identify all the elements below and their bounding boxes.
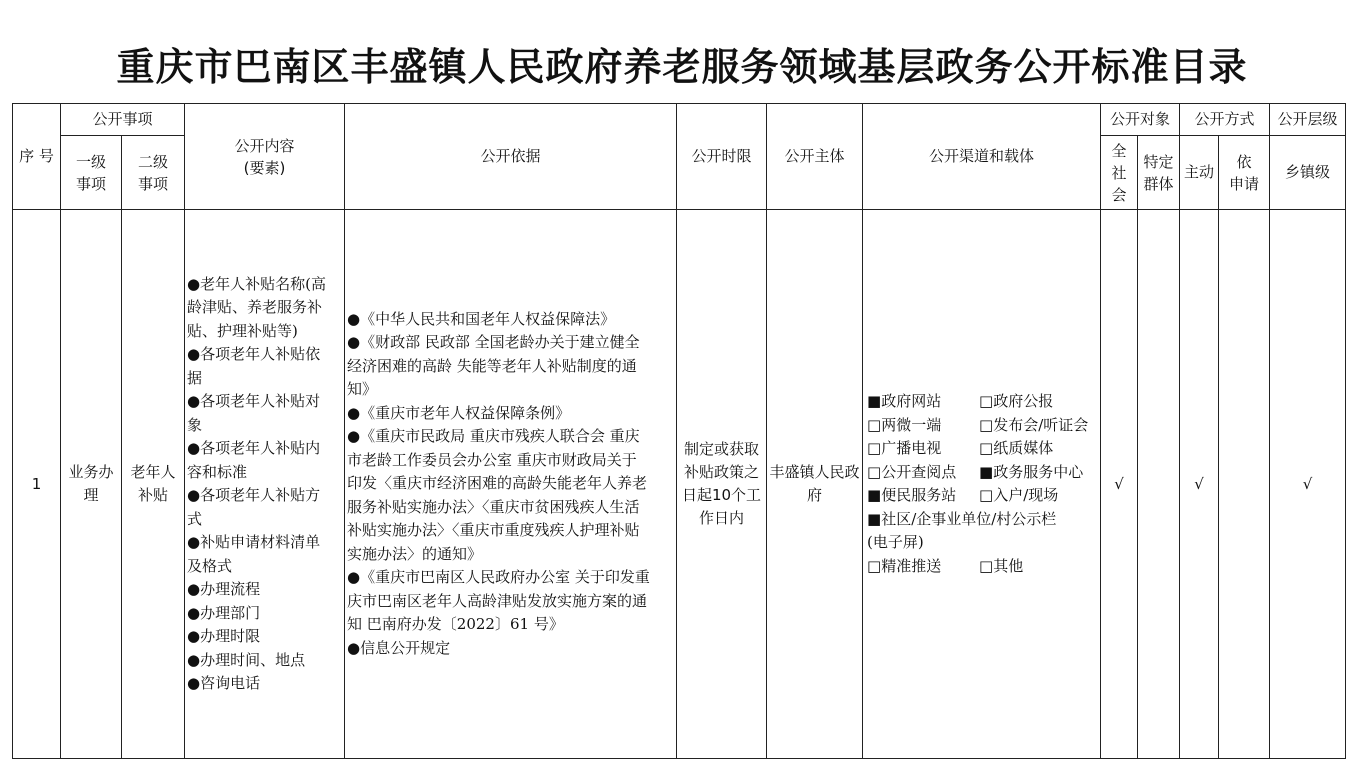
basis-line: 经济困难的高龄 失能等老年人补贴制度的通: [347, 356, 637, 375]
basis-line: ●《财政部 民政部 全国老龄办关于建立健全: [347, 333, 640, 352]
content-line: ●办理时限: [187, 627, 261, 646]
channels-grid: [865, 390, 1098, 578]
channel-press-hearing: □发布会/听证会: [979, 415, 1089, 434]
channel-convenience-station: ■便民服务站: [867, 486, 957, 505]
channel-broadcast-tv: □广播电视: [867, 439, 942, 458]
header-tier-town: 乡镇级: [1270, 136, 1346, 210]
header-row-1: [13, 104, 1346, 136]
channel-precise-push: □精准推送: [867, 556, 942, 575]
cell-target-specific: [1138, 210, 1180, 759]
cell-subject: 丰盛镇人民政府: [767, 210, 863, 759]
page-title: 重庆市巴南区丰盛镇人民政府养老服务领域基层政务公开标准目录: [116, 45, 1248, 89]
header-target: 公开对象: [1101, 104, 1180, 136]
header-level1: [61, 136, 122, 210]
table-row: [13, 210, 1346, 759]
basis-line: 实施办法〉的通知》: [347, 544, 483, 563]
header-method-apply: [1219, 136, 1270, 210]
cell-basis: [345, 210, 677, 759]
content-line: 及格式: [187, 556, 233, 575]
channel-public-reading: □公开查阅点: [867, 462, 957, 481]
header-level1-line1: 一级: [75, 152, 106, 171]
cell-method-apply: [1219, 210, 1270, 759]
header-method-apply-2: 申请: [1229, 174, 1260, 193]
catalog-table: [12, 103, 1346, 759]
cell-target-all-check: √: [1101, 210, 1138, 759]
header-matter: 公开事项: [61, 104, 185, 136]
content-line: ●老年人补贴名称(高: [187, 274, 326, 293]
header-subject: 公开主体: [767, 104, 863, 210]
cell-seq: 1: [13, 210, 61, 759]
header-time-limit: 公开时限: [677, 104, 767, 210]
content-line: 容和标准: [187, 462, 248, 481]
content-line: ●各项老年人补贴对: [187, 392, 321, 411]
content-line: 贴、护理补贴等): [187, 321, 298, 340]
basis-line: 补贴实施办法〉〈重庆市重度残疾人护理补贴: [347, 521, 640, 540]
content-line: ●各项老年人补贴依: [187, 345, 321, 364]
header-target-all-3: 会: [1111, 185, 1127, 204]
header-level2-line1: 二级: [138, 152, 169, 171]
basis-line: 市老龄工作委员会办公室 重庆市财政局关于: [347, 450, 637, 469]
header-target-all-1: 全: [1111, 141, 1127, 160]
basis-line: 庆市巴南区老年人高龄津贴发放实施方案的通: [347, 591, 648, 610]
content-line: 象: [187, 415, 203, 434]
header-target-all-2: 社: [1111, 163, 1127, 182]
content-line: 据: [187, 368, 203, 387]
header-level1-line2: 事项: [75, 174, 106, 193]
header-method-apply-1: 依: [1236, 152, 1252, 171]
basis-line: 知 巴南府办发〔2022〕61 号》: [347, 615, 564, 634]
channel-gov-website: ■政府网站: [867, 392, 942, 411]
channel-bulletin: ■社区/企事业单位/村公示栏: [867, 509, 1057, 528]
cell-time-limit: 制定或获取补贴政策之日起10个工作日内: [677, 210, 767, 759]
content-line: ●办理时间、地点: [187, 650, 306, 669]
header-target-specific-2: 群体: [1143, 174, 1174, 193]
content-line: ●办理流程: [187, 580, 261, 599]
header-channels: 公开渠道和载体: [863, 104, 1101, 210]
channel-paper-media: □纸质媒体: [979, 439, 1054, 458]
basis-line: ●信息公开规定: [347, 638, 451, 657]
header-method: 公开方式: [1180, 104, 1270, 136]
content-line: 式: [187, 509, 203, 528]
channel-two-micro: □两微一端: [867, 415, 942, 434]
content-line: ●补贴申请材料清单: [187, 533, 321, 552]
header-target-specific: [1138, 136, 1180, 210]
header-content-line2: (要素): [243, 158, 286, 177]
header-content: [185, 104, 345, 210]
cell-channels: [863, 210, 1101, 759]
channel-gov-gazette: □政府公报: [979, 392, 1054, 411]
basis-line: ●《中华人民共和国老年人权益保障法》: [347, 309, 616, 328]
cell-level1: 业务办理: [61, 210, 122, 759]
basis-line: ●《重庆市老年人权益保障条例》: [347, 403, 571, 422]
header-level2-line2: 事项: [138, 174, 169, 193]
content-line: ●办理部门: [187, 603, 261, 622]
channel-household-site: □入户/现场: [979, 486, 1059, 505]
header-seq: 序 号: [13, 104, 61, 210]
basis-line: ●《重庆市巴南区人民政府办公室 关于印发重: [347, 568, 650, 587]
basis-line: ●《重庆市民政局 重庆市残疾人联合会 重庆: [347, 427, 640, 446]
content-line: 龄津贴、养老服务补: [187, 298, 323, 317]
cell-level2: 老年人补贴: [122, 210, 185, 759]
cell-method-active-check: √: [1180, 210, 1219, 759]
cell-content: [185, 210, 345, 759]
header-target-specific-1: 特定: [1143, 152, 1174, 171]
header-content-line1: 公开内容: [234, 136, 295, 155]
header-level2: [122, 136, 185, 210]
header-tier: 公开层级: [1270, 104, 1346, 136]
basis-line: 知》: [347, 380, 378, 399]
basis-line: 服务补贴实施办法〉〈重庆市贫困残疾人生活: [347, 497, 640, 516]
header-method-active: 主动: [1180, 136, 1219, 210]
channel-other: □其他: [979, 556, 1024, 575]
basis-line: 印发〈重庆市经济困难的高龄失能老年人养老: [347, 474, 648, 493]
cell-tier-town-check: √: [1270, 210, 1346, 759]
content-line: ●各项老年人补贴内: [187, 439, 321, 458]
channel-service-center: ■政务服务中心: [979, 462, 1084, 481]
content-line: ●咨询电话: [187, 674, 261, 693]
content-line: ●各项老年人补贴方: [187, 486, 321, 505]
header-target-all: [1101, 136, 1138, 210]
header-basis: 公开依据: [345, 104, 677, 210]
channel-bulletin-screen: (电子屏): [867, 533, 924, 552]
